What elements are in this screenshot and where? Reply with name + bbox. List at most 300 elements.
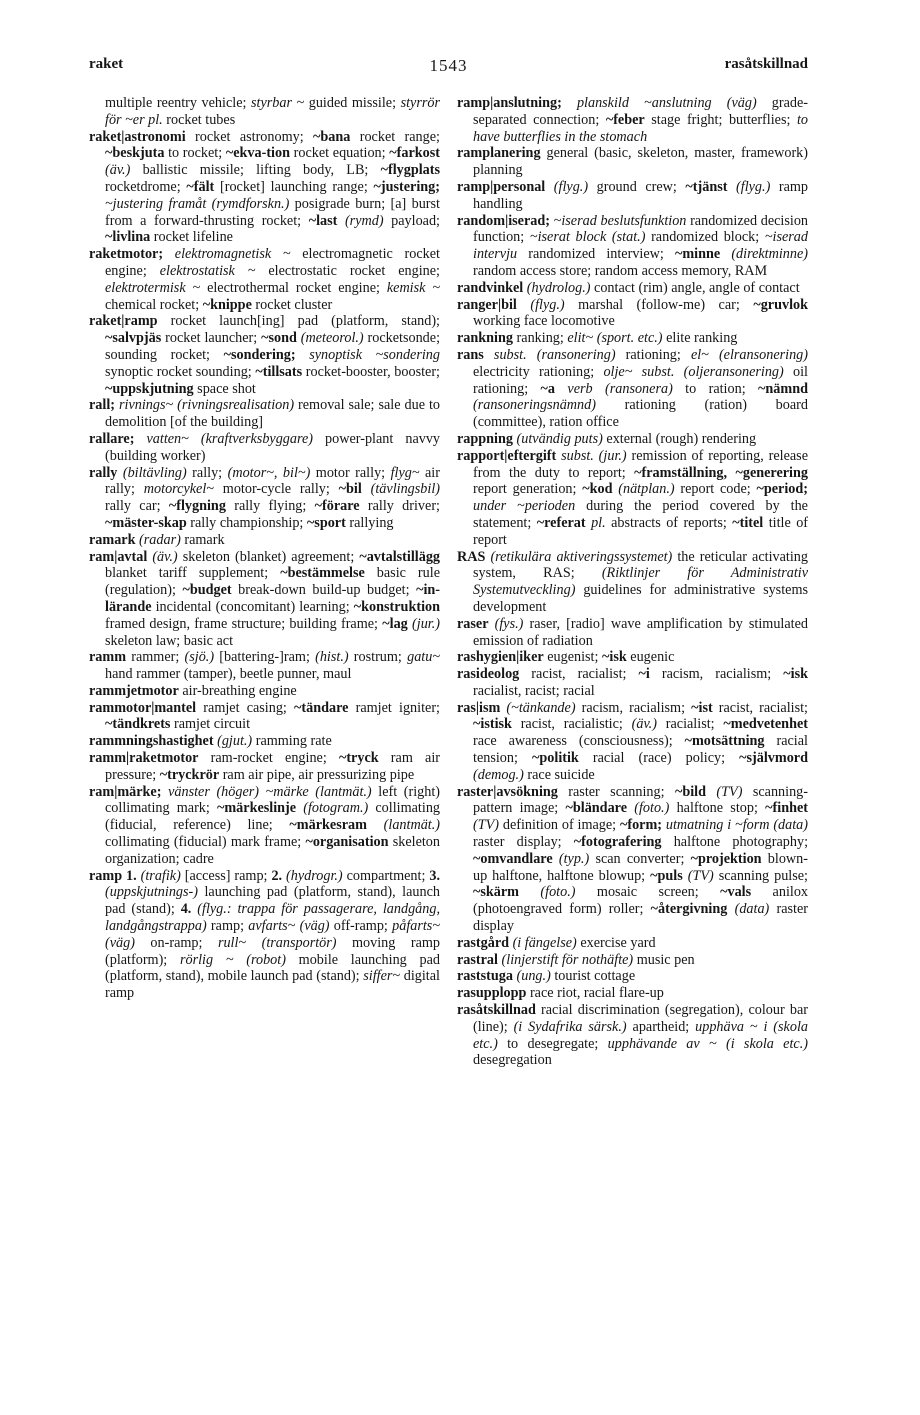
entry-label: to have butterflies in the stomach xyxy=(473,111,808,145)
entry-text: scan converter; xyxy=(589,850,691,867)
entry-text: external (rough) rendering xyxy=(602,430,757,447)
entry-text: on-ramp; xyxy=(134,934,218,951)
entry-subword: ~framställning, ~generering xyxy=(634,464,808,481)
entry-headword: rasåtskillnad xyxy=(457,1002,536,1019)
entry-headword: ram|avtal xyxy=(89,548,148,565)
entry-label: vatten~ (kraftverksbyggare) xyxy=(146,430,314,447)
entry-subword: ~in-lärande xyxy=(105,582,440,615)
entry-text: ranking; xyxy=(513,330,568,347)
entry-text: payload; xyxy=(383,212,441,229)
entry-text xyxy=(134,431,146,447)
entry-text: racist, racialist; xyxy=(712,699,808,716)
entry-text: ram air pressure; xyxy=(105,750,440,783)
entry-text: racial discrimination (segregation), colour bar (line); xyxy=(473,1002,808,1035)
entry-text: halftone stop; xyxy=(669,800,766,817)
entry-text: report generation; xyxy=(473,481,583,498)
entry-subword: ~i xyxy=(638,666,650,683)
dictionary-entry xyxy=(457,95,808,145)
dictionary-entry xyxy=(457,347,808,431)
dictionary-entry xyxy=(457,213,808,280)
entry-label: elektrostatisk ~ xyxy=(159,262,256,279)
entry-text: rocket astronomy; xyxy=(185,128,314,145)
entry-label: planskild ~anslutning (väg) xyxy=(576,95,757,111)
entry-label: utmatning i ~form (data) xyxy=(665,817,809,834)
entry-text: rocket equation; xyxy=(290,145,390,162)
entry-label: (hydrolog.) xyxy=(526,279,591,296)
entry-subword: ~mäster-skap xyxy=(105,514,187,531)
entry-subword: ~minne xyxy=(674,246,721,263)
entry-subword: 3. xyxy=(429,867,441,884)
dictionary-entry xyxy=(89,246,440,313)
entry-subword: ~finhet xyxy=(765,800,809,817)
entry-headword: ras|ism xyxy=(457,699,501,716)
entry-text xyxy=(706,784,716,800)
entry-subword: ~förare xyxy=(314,498,360,515)
entry-text: rocket tubes xyxy=(162,111,236,128)
entry-headword: rall; xyxy=(89,397,115,414)
entry-label: olje~ subst. (oljeransonering) xyxy=(603,363,784,380)
dictionary-entry xyxy=(457,985,808,1002)
entry-subword: ~isk xyxy=(602,649,627,666)
entry-text: marshal (follow-me) car; xyxy=(564,296,754,313)
dictionary-entry xyxy=(457,448,808,549)
entry-text: rally; xyxy=(186,464,228,481)
entry-label: (~tänkande) xyxy=(506,699,576,716)
entry-headword: ranger|bil xyxy=(457,296,517,313)
entry-text: mobile launching pad (platform, stand), mobile launch pad (stand); xyxy=(105,951,440,985)
entry-text: ground crew; xyxy=(588,178,686,195)
entry-text: blanket tariff supplement; xyxy=(105,565,281,582)
entry-label: verb (ransonera) xyxy=(567,380,673,397)
entry-text: random access store; random access memory, RAM xyxy=(473,262,768,279)
entry-text xyxy=(517,297,530,313)
entry-text: elite ranking xyxy=(662,330,738,347)
entry-label: (typ.) xyxy=(558,850,590,867)
entry-subword: ~medvetenhet xyxy=(723,716,808,733)
dictionary-entry xyxy=(457,330,808,347)
entry-text: framed design, frame structure; building frame; xyxy=(105,615,383,632)
entry-headword: rammotor|mantel xyxy=(89,699,197,716)
entry-text: music pen xyxy=(633,951,695,968)
entry-label: (lantmät.) xyxy=(383,817,441,834)
entry-label: (rymd) xyxy=(344,212,384,229)
dictionary-entry xyxy=(89,397,440,431)
entry-headword: randvinkel xyxy=(457,279,524,296)
entry-subword: ~fotografering xyxy=(573,834,662,851)
entry-text: motor-cycle rally; xyxy=(213,481,339,498)
entry-subword: ~puls xyxy=(650,867,683,884)
right-column xyxy=(457,95,808,1069)
entry-subword: ~självmord xyxy=(739,750,808,767)
entry-headword: rallare; xyxy=(89,430,135,447)
entry-headword: ramark xyxy=(89,531,136,548)
entry-text: off-ramp; xyxy=(329,918,393,935)
entry-text: to desegregate; xyxy=(497,1035,608,1052)
entry-text: the reticular activating system, RAS; xyxy=(473,548,808,582)
entry-headword: ramp 1. xyxy=(89,867,137,884)
entry-subword: ~salvpjäs xyxy=(105,330,162,347)
entry-subword: ~projektion xyxy=(690,850,762,867)
dictionary-entry xyxy=(457,1002,808,1069)
entry-text: rocket range; xyxy=(350,128,440,145)
entry-subword: ~isk xyxy=(783,666,808,683)
entry-text xyxy=(727,901,734,917)
entry-subword: ~istisk xyxy=(473,716,512,733)
entry-label: siffer~ xyxy=(363,968,401,985)
dictionary-entry xyxy=(457,700,808,784)
entry-label: (data) xyxy=(734,901,770,918)
entry-text: rally car; xyxy=(105,498,169,515)
entry-label: (ung.) xyxy=(516,968,551,985)
entry-text: synoptic rocket sounding; xyxy=(105,363,256,380)
entry-label: (uppskjutnings-) xyxy=(105,884,198,901)
entry-text xyxy=(555,381,567,397)
dictionary-entry xyxy=(89,129,440,247)
entry-text: break-down build-up budget; xyxy=(231,582,417,599)
dictionary-entry xyxy=(457,616,808,650)
entry-text: rally championship; xyxy=(186,514,307,531)
entry-text: collimating (fiducial) mark frame; xyxy=(105,834,306,851)
entry-text xyxy=(362,481,371,497)
entry-subword: ~period; xyxy=(756,481,808,498)
entry-text: rocket cluster xyxy=(251,296,333,313)
entry-subword: ~återgivning xyxy=(650,901,728,918)
entry-text: [access] ramp; xyxy=(180,867,272,884)
entry-text: air rally; xyxy=(105,464,440,498)
entry-text: title of report xyxy=(473,514,809,548)
entry-text: oil rationing; xyxy=(473,363,808,397)
dictionary-entry xyxy=(457,968,808,985)
entry-label: (flyg.) xyxy=(553,178,589,195)
entry-text: space shot xyxy=(193,380,256,397)
entry-text: apartheid; xyxy=(626,1018,696,1035)
dictionary-entry xyxy=(457,935,808,952)
entry-label: (ransoneringsnämnd) xyxy=(473,397,596,414)
entry-subword: ~beskjuta xyxy=(105,145,165,162)
entry-headword: rapport|eftergift xyxy=(457,447,557,464)
entry-subword: ~fält xyxy=(186,178,215,195)
dictionary-entry xyxy=(89,465,440,532)
dictionary-entry xyxy=(89,700,440,734)
entry-label: (flyg.) xyxy=(736,178,771,195)
entry-subword: ~tjänst xyxy=(685,178,728,195)
entry-text: race awareness (consciousness); xyxy=(473,733,685,750)
entry-headword: raket|astronomi xyxy=(89,128,186,145)
entry-label: (gjut.) xyxy=(217,733,253,750)
entry-text xyxy=(545,179,554,195)
entry-text: rally driver; xyxy=(359,498,440,515)
entry-text: racialist, racist; racial xyxy=(473,682,595,699)
entry-text xyxy=(562,95,577,111)
entry-text xyxy=(367,817,384,833)
entry-label: (direktminne) xyxy=(731,246,808,263)
dictionary-entry xyxy=(89,549,440,650)
entry-text: rocket launcher; xyxy=(161,330,262,347)
entry-label: (meteorol.) xyxy=(300,330,364,347)
dictionary-entry xyxy=(89,868,440,1002)
entry-subword: ~budget xyxy=(182,582,232,599)
dictionary-entry xyxy=(457,549,808,616)
entry-text: abstracts of reports; xyxy=(605,514,733,531)
entry-text xyxy=(163,246,175,262)
entry-headword: random|iserad; xyxy=(457,212,550,229)
entry-label: (fys.) xyxy=(494,615,524,632)
entry-text: racial (race) policy; xyxy=(578,750,740,767)
entry-text: moving ramp (platform); xyxy=(105,934,440,968)
entry-label: (jur.) xyxy=(412,615,441,632)
entry-text: scanning-pattern image; xyxy=(473,783,808,817)
entry-text: motor rally; xyxy=(310,464,391,481)
entry-text: randomized block; xyxy=(645,229,765,246)
entry-label: ~iserat block (stat.) xyxy=(529,229,646,246)
dictionary-entry xyxy=(89,683,440,700)
entry-subword: ~referat xyxy=(536,514,586,531)
entry-headword: ramm xyxy=(89,649,127,666)
entry-text: report code; xyxy=(674,481,757,498)
entry-label: (nätplan.) xyxy=(618,481,675,498)
entry-label: styrbar ~ xyxy=(250,95,305,111)
entry-subword: ~ekva-tion xyxy=(225,145,290,162)
entry-headword: rastral xyxy=(457,951,498,968)
entry-label: (i Sydafrika särsk.) xyxy=(513,1018,627,1035)
entry-subword: ~ist xyxy=(691,699,713,716)
entry-headword: raser xyxy=(457,615,489,632)
entry-subword: ~lag xyxy=(382,615,408,632)
entry-label: (trafik) xyxy=(140,867,181,884)
entry-headword: ramplanering xyxy=(457,145,541,162)
entry-text: guided missile; xyxy=(304,95,401,111)
entry-subword: ~uppskjutning xyxy=(105,380,194,397)
dictionary-entry xyxy=(457,145,808,179)
entry-text: anilox (photoengraved form) roller; xyxy=(473,884,809,918)
entry-label: (Riktlinjer för Administrativ Systemutveckling) xyxy=(473,565,808,599)
entry-text: rallying xyxy=(345,514,394,531)
entry-text: grade-separated connection; xyxy=(473,95,809,128)
entry-text: randomized interview; xyxy=(517,246,675,263)
entry-label: (foto.) xyxy=(540,884,576,901)
entry-label: (radar) xyxy=(139,531,181,548)
entry-text: racism, racialism; xyxy=(649,666,784,683)
entry-label: (flyg.: trappa för passagerare, landgång, landgångstrappa) xyxy=(105,901,440,935)
dictionary-entry xyxy=(457,431,808,448)
entry-subword: ~tändare xyxy=(294,699,349,716)
entry-text: eugenist; xyxy=(543,649,602,666)
entry-text: electrostatic rocket engine; xyxy=(255,262,440,279)
entry-label: ~iserad beslutsfunktion xyxy=(553,212,687,229)
entry-text: ramark xyxy=(180,531,225,548)
entry-label: (fotogram.) xyxy=(303,800,369,817)
entry-text: basic rule (regulation); xyxy=(105,565,440,599)
dictionary-entry xyxy=(457,784,808,935)
entry-subword: ~flygplats xyxy=(380,162,440,179)
entry-text: rocketdrome; xyxy=(105,178,187,195)
entry-subword: ~form; xyxy=(619,817,663,834)
entry-label: vänster (höger) ~märke (lantmät.) xyxy=(168,783,372,800)
entry-text: power-plant navvy (building worker) xyxy=(105,430,441,464)
entry-text: mosaic screen; xyxy=(575,884,721,901)
entry-text: posigrade burn; [a] burst from a forward-thrusting rocket; xyxy=(105,195,440,229)
entry-text: raster scanning; xyxy=(557,783,675,800)
entry-text: rocketsonde; sounding rocket; xyxy=(105,330,441,363)
dictionary-entry xyxy=(89,733,440,750)
entry-text: racist, racialistic; xyxy=(511,716,632,733)
entry-text: skeleton law; basic act xyxy=(105,632,234,649)
entry-text: to rocket; xyxy=(164,145,226,162)
entry-text: stage fright; butterflies; xyxy=(644,111,797,128)
entry-label: el~ (elransonering) xyxy=(690,346,809,363)
dictionary-entry xyxy=(89,431,440,465)
entry-text: rocket launch[ing] pad (platform, stand); xyxy=(157,313,440,330)
entry-text xyxy=(727,179,736,195)
entry-text: rostrum; xyxy=(348,649,408,666)
entry-label: (äv.) xyxy=(152,548,178,565)
entry-subword: ~organisation xyxy=(305,834,389,851)
entry-text: raster display xyxy=(473,901,808,935)
entry-headword: rammjetmotor xyxy=(89,682,179,699)
entry-label: motorcykel~ xyxy=(143,481,214,498)
entry-text: rationing (ration) board (committee), ration office xyxy=(473,397,808,431)
entry-text: electromagnetic rocket engine; xyxy=(105,246,440,279)
entry-subword: ~tryckrör xyxy=(159,766,220,783)
entry-label: rull~ (transportör) xyxy=(217,934,337,951)
entry-text: rammer; xyxy=(126,649,185,666)
entry-text: raster display; xyxy=(473,834,574,851)
entry-text: skeleton organization; cadre xyxy=(105,834,440,867)
entry-subword: ~a xyxy=(540,380,556,397)
entry-label: (flyg.) xyxy=(530,296,565,313)
entry-text: chemical rocket; xyxy=(105,296,203,313)
entry-continuation xyxy=(89,95,440,129)
entry-text: guidelines for administrative systems development xyxy=(473,582,808,615)
dictionary-entry xyxy=(457,666,808,700)
dictionary-entry xyxy=(457,280,808,297)
entry-text: eugenic xyxy=(626,649,675,666)
entry-label: rivnings~ (rivningsrealisation) xyxy=(118,397,295,414)
entry-subword: ~tillsats xyxy=(255,363,303,380)
entry-label: ~justering framåt (rymdforskn.) xyxy=(105,195,290,212)
entry-label: ~iserad intervju xyxy=(473,229,808,263)
entry-subword: ~bild xyxy=(674,783,707,800)
entry-text: ram air pipe, air pressurizing pipe xyxy=(219,766,415,783)
dictionary-entry xyxy=(457,297,808,331)
entry-subword: ~politik xyxy=(532,750,579,767)
entry-label: (i fängelse) xyxy=(512,934,577,951)
entry-label: elektrotermisk ~ xyxy=(105,279,201,296)
entry-label: (foto.) xyxy=(634,800,670,817)
entry-label: elit~ (sport. etc.) xyxy=(567,330,663,347)
entry-text: air-breathing engine xyxy=(178,682,297,699)
right-guide-word: rasåtskillnad xyxy=(724,56,808,72)
entry-text xyxy=(720,246,731,262)
entry-text: blown-up halftone, halftone blowup; xyxy=(473,850,808,884)
entry-label: (biltävling) xyxy=(122,464,187,481)
entry-text: ramjet circuit xyxy=(170,716,251,733)
entry-text: ramjet casing; xyxy=(196,699,295,716)
dictionary-entry xyxy=(457,179,808,213)
entry-label: pl. xyxy=(591,514,606,531)
page-number: 1543 xyxy=(429,56,468,75)
entry-text: racialist; xyxy=(656,716,724,733)
entry-subword: 2. xyxy=(271,867,283,884)
entry-subword: ~gruvlok xyxy=(753,296,808,313)
entry-text: race riot, racial flare-up xyxy=(526,985,664,1002)
entry-subword: ~knippe xyxy=(202,296,252,313)
entry-text: racist, racialist; xyxy=(519,666,639,683)
entry-text: rationing; xyxy=(615,346,691,363)
entry-text: electricity rationing; xyxy=(473,363,604,380)
entry-text: remission of reporting, release from the duty to report; xyxy=(473,447,809,481)
entry-label: (hydrogr.) xyxy=(286,867,343,884)
entry-headword: raketmotor; xyxy=(89,246,164,263)
entry-label: (äv.) xyxy=(631,716,657,733)
entry-headword: raket|ramp xyxy=(89,313,158,330)
dictionary-entry xyxy=(89,750,440,784)
dictionary-entry xyxy=(89,532,440,549)
entry-text: [battering-]ram; xyxy=(214,649,316,666)
entry-text: hand rammer (tamper), beetle punner, maul xyxy=(105,666,352,683)
entry-subword: ~nämnd xyxy=(758,380,808,397)
entry-text: exercise yard xyxy=(576,934,656,951)
entry-label: (utvändig puts) xyxy=(516,430,603,447)
dictionary-entry xyxy=(89,784,440,868)
entry-headword: ramm|raketmotor xyxy=(89,750,199,767)
entry-text: race suicide xyxy=(523,766,595,783)
entry-text: left (right) collimating mark; xyxy=(105,783,441,817)
entry-headword: rappning xyxy=(457,430,513,447)
entry-subword: ~bestämmelse xyxy=(280,565,365,582)
entry-label: (hist.) xyxy=(315,649,349,666)
entry-label: subst. (jur.) xyxy=(561,447,627,464)
entry-subword: ~justering; xyxy=(373,178,440,195)
entry-label: under ~perioden xyxy=(473,498,576,515)
entry-text: digital ramp xyxy=(105,968,440,1002)
entry-subword: ~omvandlare xyxy=(473,850,553,867)
entry-label: (TV) xyxy=(716,783,743,800)
entry-headword: rasideolog xyxy=(457,666,520,683)
entry-text xyxy=(484,347,494,363)
entry-label: påfarts~ (väg) xyxy=(105,918,441,951)
entry-text: ramp handling xyxy=(473,178,809,212)
entry-subword: ~motsättning xyxy=(684,733,765,750)
dictionary-entry xyxy=(89,313,440,397)
entry-text: racial tension; xyxy=(473,733,808,767)
entry-label: rörlig ~ (robot) xyxy=(179,951,286,968)
entry-text: racism, racialism; xyxy=(575,699,692,716)
entry-subword: ~flygning xyxy=(168,498,226,515)
entry-text: contact (rim) angle, angle of contact xyxy=(590,279,800,296)
entry-text: electrothermal rocket engine; xyxy=(200,279,387,296)
entry-text: during the period covered by the statement; xyxy=(473,498,808,531)
entry-headword: rally xyxy=(89,464,118,481)
entry-subword: ~bana xyxy=(313,128,351,145)
entry-headword: ramp|anslutning; xyxy=(457,95,562,111)
entry-headword: rans xyxy=(457,346,484,363)
entry-subword: ~bil xyxy=(338,481,362,498)
entry-text: ballistic missile; lifting body, LB; xyxy=(130,162,381,179)
entry-headword: ramp|personal xyxy=(457,178,546,195)
entry-headword: rastgård xyxy=(457,934,510,951)
entry-label: kemisk ~ xyxy=(386,279,440,296)
entry-label: (retikulära aktiveringssystemet) xyxy=(490,548,673,565)
entry-text: ramp; xyxy=(206,918,249,935)
entry-headword: ram|märke; xyxy=(89,783,162,800)
entry-text: ramjet igniter; xyxy=(348,699,440,716)
entry-text: definition of image; xyxy=(499,817,620,834)
entry-headword: RAS xyxy=(457,548,486,565)
entry-label: upphävande av ~ (i skola etc.) xyxy=(607,1035,808,1052)
entry-text: compartment; xyxy=(342,867,430,884)
entry-text: collimating (fiducial, reference) line; xyxy=(105,800,441,834)
